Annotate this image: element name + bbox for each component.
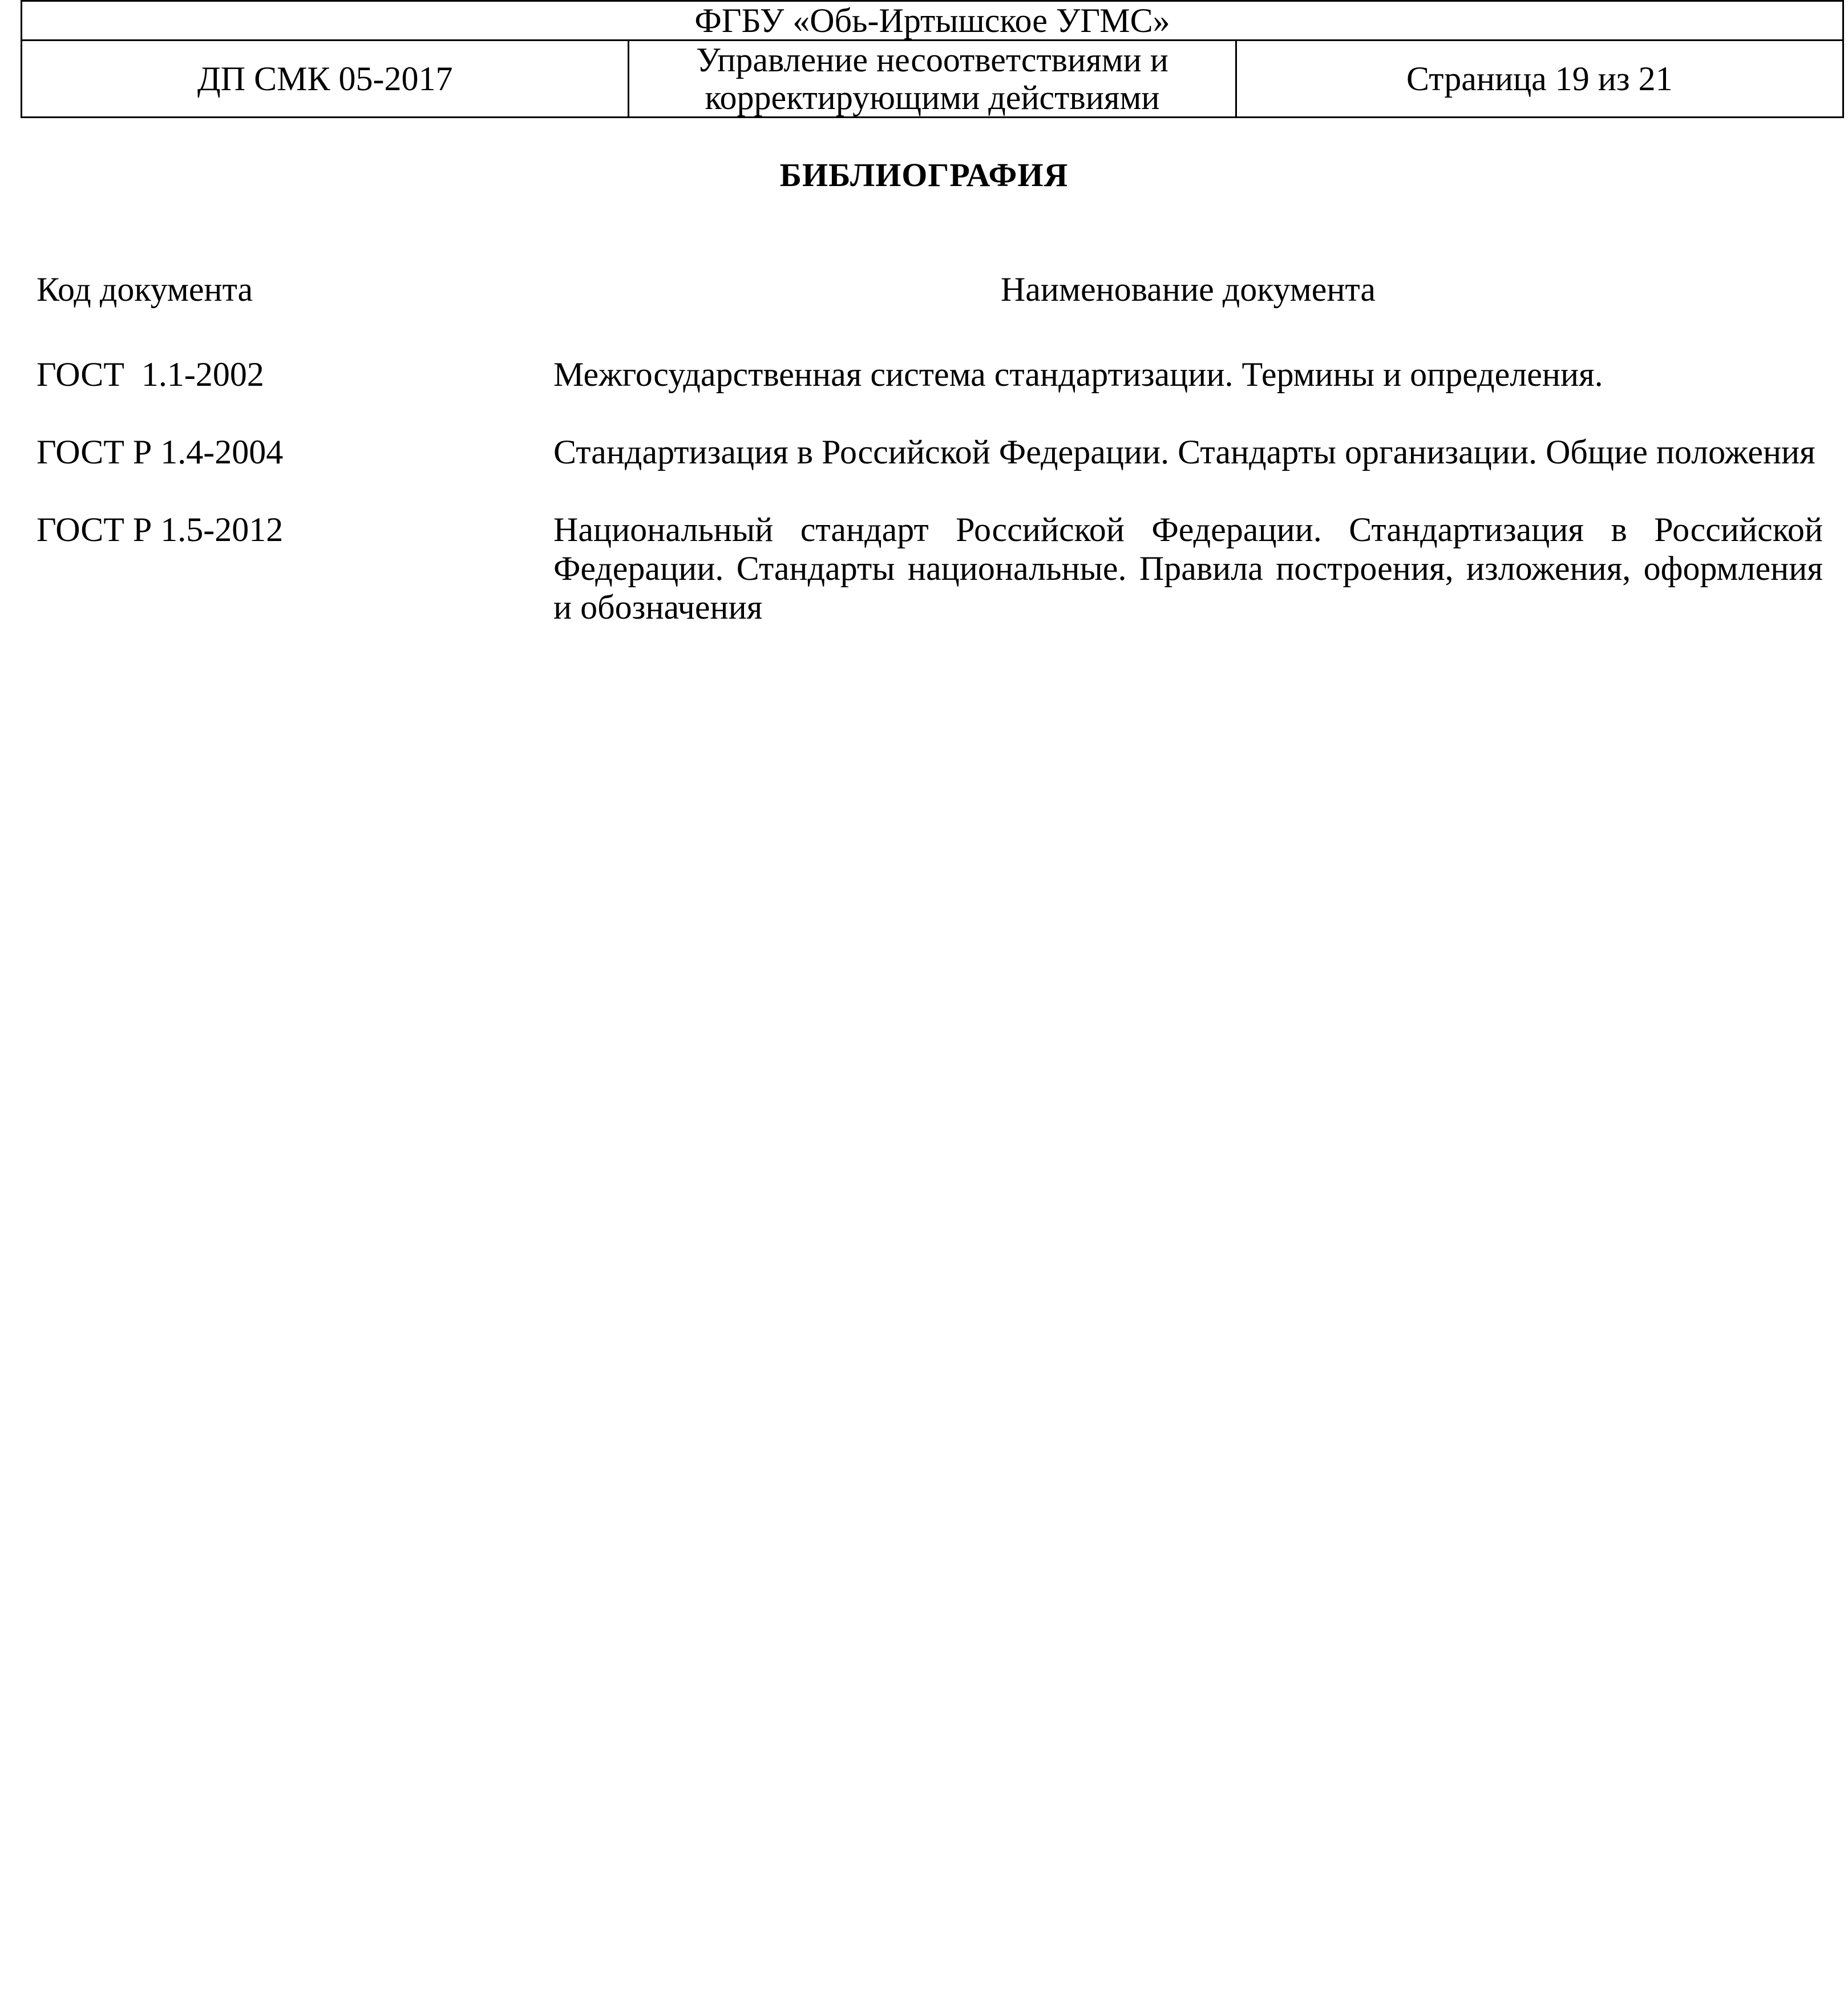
reference-title: Стандартизация в Российской Федерации. Стандарты организации. Общие положения: [553, 433, 1815, 471]
column-header-name: Наименование документа: [1000, 271, 1376, 308]
section-title: БИБЛИОГРАФИЯ: [779, 156, 1069, 193]
document-header: [21, 0, 1844, 118]
organization-name: ФГБУ «Обь-Иртышское УГМС»: [22, 1, 1843, 41]
reference-title: Национальный стандарт Российской Федерации. Стандартизация в Российской Федерации. Стандарты национальные. Правила построения, изложения, оформления и обозначения: [553, 511, 1823, 626]
document-title: Управление несоответствиями и корректирующими действиями: [629, 41, 1236, 118]
document-code: ДП СМК 05-2017: [22, 41, 629, 118]
reference-code: ГОСТ Р 1.4-2004: [37, 433, 284, 471]
reference-code: ГОСТ 1.1-2002: [37, 356, 264, 393]
reference-title: Межгосударственная система стандартизации. Термины и определения.: [553, 356, 1603, 393]
page-number: Страница 19 из 21: [1236, 41, 1843, 118]
reference-code: ГОСТ Р 1.5-2012: [37, 511, 284, 548]
column-header-code: Код документа: [37, 271, 253, 308]
